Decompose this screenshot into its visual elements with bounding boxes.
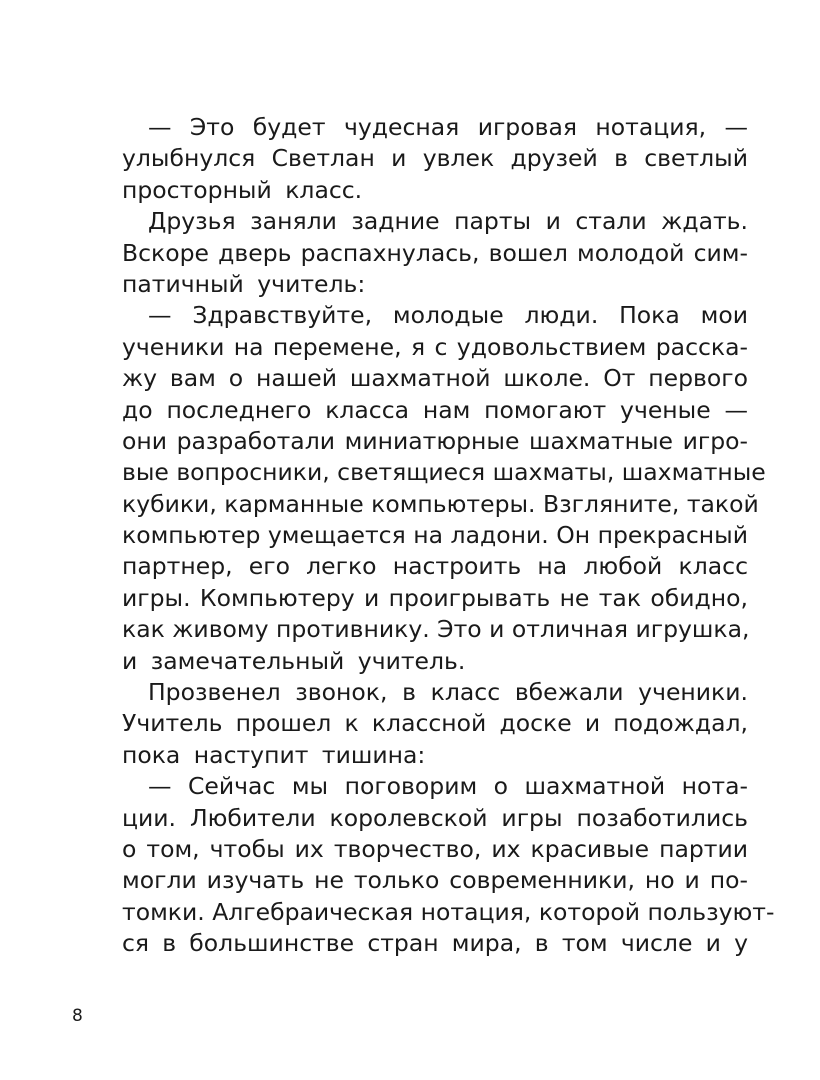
text-line: просторный класс. (122, 175, 363, 204)
text-line: игры. Компьютеру и проигрывать не так обидно, (122, 583, 748, 612)
text-line: Прозвенел звонок, в класс вбежали ученики. (148, 678, 748, 707)
text-line: — Здравствуйте, молодые люди. Пока мои (148, 301, 748, 330)
text-line: Учитель прошел к классной доске и подождал, (122, 709, 748, 738)
text-line: Друзья заняли задние парты и стали ждать. (148, 207, 748, 236)
text-line: компьютер умещается на ладони. Он прекрасный (122, 521, 748, 550)
text-line: кубики, карманные компьютеры. Взгляните, такой (122, 489, 759, 518)
page-number: 8 (72, 1006, 83, 1026)
text-line: томки. Алгебраическая нотация, которой пользуют- (122, 897, 775, 926)
text-line: партнер, его легко настроить на любой класс (122, 552, 748, 581)
text-line: ся в большинстве стран мира, в том числе и у (122, 929, 748, 958)
text-line: пока наступит тишина: (122, 740, 426, 769)
text-line: до последнего класса нам помогают ученые — (122, 395, 748, 424)
text-line: ученики на перемене, я с удовольствием расска- (122, 332, 748, 361)
text-line: жу вам о нашей шахматной школе. От первого (122, 364, 748, 393)
text-line: улыбнулся Светлан и увлек друзей в светлый (122, 144, 748, 173)
text-line: могли изучать не только современники, но и по- (122, 866, 748, 895)
text-line: — Это будет чудесная игровая нотация, — (148, 113, 748, 141)
text-line: — Сейчас мы поговорим о шахматной нота- (148, 772, 748, 801)
text-line: они разработали миниатюрные шахматные игро- (122, 426, 748, 455)
text-line: и замечательный учитель. (122, 646, 466, 675)
text-line: вые вопросники, светящиеся шахматы, шахматные (122, 458, 766, 487)
text-line: как живому противнику. Это и отличная игрушка, (122, 615, 750, 644)
text-line: патичный учитель: (122, 269, 366, 298)
text-line: о том, чтобы их творчество, их красивые партии (122, 834, 748, 863)
text-line: Вскоре дверь распахнулась, вошел молодой сим- (122, 238, 748, 267)
page-text (122, 112, 775, 960)
text-line: ции. Любители королевской игры позаботились (122, 803, 748, 832)
